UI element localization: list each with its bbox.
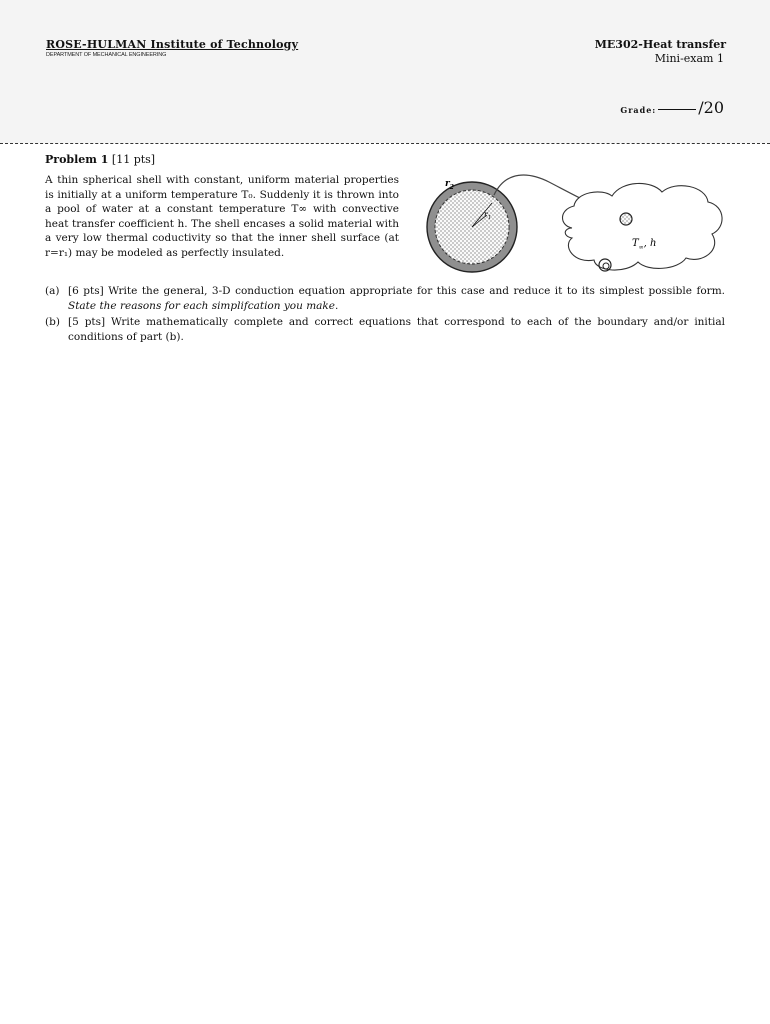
problem-statement: A thin spherical shell with constant, uniform material properties is initially at a uniform temperature T₀. Suddenly it is thrown into a pool of water at a constant temperature T∞ with convective heat transfer coefficient h. The shell encases a solid material with a very low thermal coductivity so that the inner shell surface (at r=r₁) may be modeled as perfectly insulated. bbox=[45, 174, 399, 259]
exam-title: Mini-exam 1 bbox=[654, 52, 724, 65]
part-b-text: [5 pts] Write mathematically complete and correct equations that correspond to each of the boundary and/or initial conditions of part (b). bbox=[68, 316, 725, 343]
problem-figure bbox=[424, 170, 730, 280]
water-pool-cloud bbox=[563, 183, 723, 270]
section-divider bbox=[0, 143, 770, 144]
spherical-shell bbox=[427, 182, 517, 272]
grade-field bbox=[620, 98, 724, 117]
part-a-text: [6 pts] Write the general, 3-D conduction equation appropriate for this case and reduce it to its simplest possible form. bbox=[68, 285, 725, 297]
inner-radius-label: $r_1$ bbox=[484, 210, 492, 221]
part-a-label: (a) bbox=[45, 285, 60, 297]
grade-label: Grade: bbox=[620, 105, 657, 115]
submerged-shell-icon bbox=[620, 213, 632, 225]
outer-radius-label: $r_2$ bbox=[445, 179, 454, 191]
fluid-conditions-label: $T_\infty$, h bbox=[632, 238, 657, 251]
problem-points: [11 pts] bbox=[111, 153, 156, 166]
part-a-instruction: State the reasons for each simplifcation you make. bbox=[68, 299, 339, 312]
exam-header bbox=[0, 0, 770, 143]
part-b-label: (b) bbox=[45, 316, 60, 328]
grade-total: /20 bbox=[698, 98, 724, 117]
problem-number: Problem 1 bbox=[45, 153, 109, 166]
institution-name: ROSE-HULMAN Institute of Technology bbox=[46, 38, 299, 51]
course-title: ME302-Heat transfer bbox=[594, 38, 726, 51]
part-b bbox=[45, 315, 725, 344]
part-a bbox=[45, 284, 725, 313]
department-name: DEPARTMENT OF MECHANICAL ENGINEERING bbox=[46, 52, 167, 58]
grade-blank[interactable] bbox=[658, 109, 696, 110]
problem-title bbox=[45, 153, 155, 166]
problem-parts bbox=[45, 284, 725, 346]
